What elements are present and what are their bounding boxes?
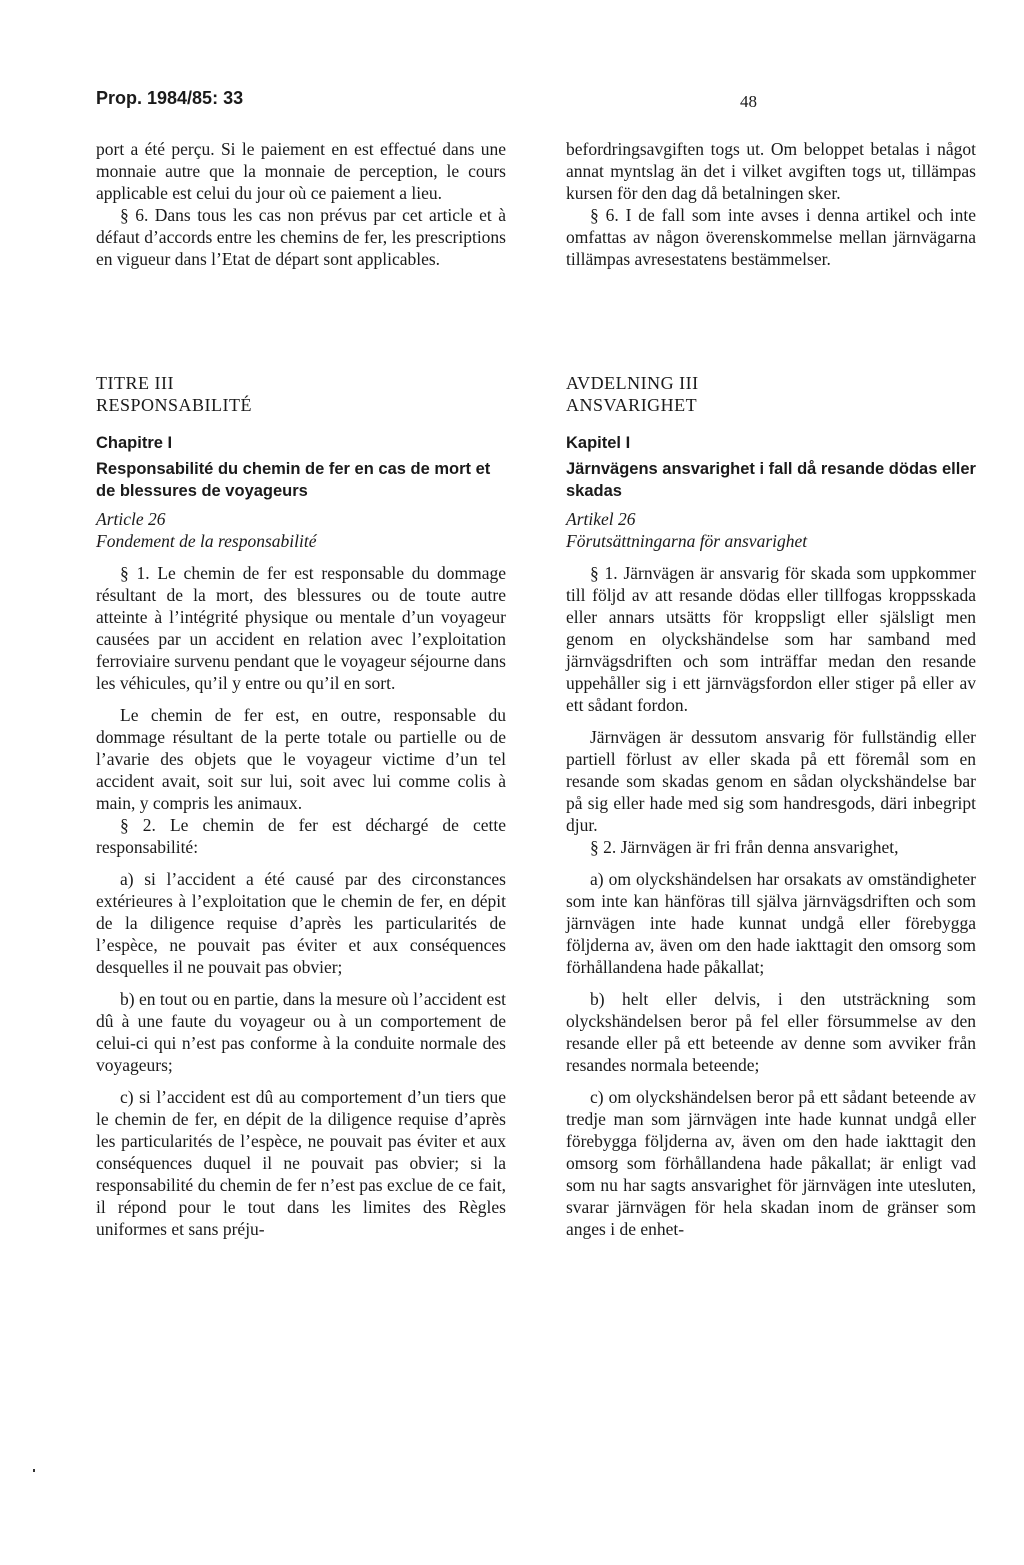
article-paragraph: § 2. Järnvägen är fri från denna ansvarighet,	[590, 837, 899, 857]
chapter-label: Chapitre I	[96, 434, 173, 452]
page-number: 48	[740, 92, 757, 111]
chapter-title: Responsabilité du chemin de fer en cas de mort et de blessures de voyageurs	[96, 460, 491, 500]
article-paragraph: a) si l’accident a été causé par des circonstances extérieures à l’exploitation que le chemin de fer, en dépit de la diligence requise d’après les particularités de l’espèce, ne pouvait pas éviter et aux conséquences desquelles il ne pouvait pas obvier;	[96, 869, 506, 977]
article-paragraph: Le chemin de fer est, en outre, responsable du dommage résultant de la perte totale ou partielle ou de l’avarie des objets que le voyageur victime d’un tel accident avait, soit sur lui, soit avec lui comme colis à main, y compris les animaux.	[96, 705, 506, 813]
french-column	[96, 372, 506, 1240]
swedish-top-paragraph: befordringsavgiften togs ut. Om beloppet betalas i något annat myntslag än det i vilket avgiften togs ut, tillämpas kursen för den dag då betalningen sker.	[566, 139, 976, 203]
title-number: TITRE III	[96, 373, 174, 393]
article-paragraph: Järnvägen är dessutom ansvarig för fullständig eller partiell förlust av eller skada på ett föremål som en resande som skadas genom en sådan olyckshändelse bar på sig eller hade med sig som handresgods, däri inbegript djur.	[566, 727, 976, 835]
article-paragraph: § 2. Le chemin de fer est déchargé de cette responsabilité:	[96, 815, 506, 857]
chapter-title: Järnvägens ansvarighet i fall då resande dödas eller skadas	[566, 460, 976, 500]
article-paragraph: c) om olyckshändelsen beror på ett sådant beteende av tredje man som järnvägen inte hade kunnat undgå eller förebygga följderna av, även om den hade iakttagit den omsorg som förhållandena hade påkallat; är enligt vad som nu har sagts ansvarighet för järnvägen inte utesluten, svarar järnvägen för hela skadan inom de gränser som anges i de enhet-	[566, 1087, 976, 1239]
article-label: Artikel 26	[566, 509, 636, 529]
french-top-block	[96, 138, 506, 270]
article-paragraph: b) en tout ou en partie, dans la mesure où l’accident est dû à une faute du voyageur ou à un comportement de celui-ci qui n’est pas conforme à la conduite normale des voyageurs;	[96, 989, 506, 1075]
swedish-top-paragraph: § 6. I de fall som inte avses i denna artikel och inte omfattas av någon överenskommelse mellan järnvägarna tillämpas avresestatens bestämmelser.	[566, 205, 976, 269]
article-title: Fondement de la responsabilité	[96, 531, 317, 551]
article-paragraph: § 1. Järnvägen är ansvarig för skada som uppkommer till följd av att resande dödas eller tillfogas kroppsskada eller annars utsätts för kroppsligt eller själsligt men genom en olyckshändelse som har samband med järnvägsdriften och som inträffar medan den resande uppehåller sig i ett järnvägsfordon eller stiger på eller av ett sådant fordon.	[566, 563, 976, 715]
title-number: AVDELNING III	[566, 373, 699, 393]
title-name: ANSVARIGHET	[566, 395, 698, 415]
document-reference: Prop. 1984/85: 33	[96, 88, 244, 108]
chapter-label: Kapitel I	[566, 434, 631, 452]
article-title: Förutsättningarna för ansvarighet	[566, 531, 808, 551]
scan-speck	[33, 1469, 35, 1472]
swedish-top-block	[566, 138, 976, 270]
article-paragraph: a) om olyckshändelsen har orsakats av omständigheter som inte kan hänföras till själva järnvägsdriften och som järnvägen inte hade kunnat undgå eller förebygga följderna av, även om den hade iakttagit den omsorg som förhållandena hade påkallat;	[566, 869, 976, 977]
french-top-paragraph: § 6. Dans tous les cas non prévus par cet article et à défaut d’accords entre les chemins de fer, les prescriptions en vigueur dans l’Etat de départ sont applicables.	[96, 205, 506, 269]
article-paragraph: § 1. Le chemin de fer est responsable du dommage résultant de la mort, des blessures ou de toute autre atteinte à l’intégrité physique ou mentale d’un voyageur causées par un accident en relation avec l’exploitation ferroviaire survenu pendant que le voyageur séjourne dans les véhicules, qu’il y entre ou qu’il en sort.	[96, 563, 506, 693]
title-name: RESPONSABILITÉ	[96, 395, 253, 415]
swedish-column	[566, 372, 976, 1240]
article-paragraph: c) si l’accident est dû au comportement d’un tiers que le chemin de fer, en dépit de la diligence requise d’après les particularités de l’espèce, ne pouvait pas éviter et aux conséquences duquel il ne pouvait pas obvier; si la responsabilité du chemin de fer n’est pas exclue de ce fait, il répond pour le tout dans les limites des Règles uniformes et sans préju-	[96, 1087, 506, 1239]
french-top-paragraph: port a été perçu. Si le paiement en est effectué dans une monnaie autre que la monnaie de perception, le cours applicable est celui du jour où ce paiement a lieu.	[96, 139, 506, 203]
article-label: Article 26	[96, 509, 166, 529]
article-paragraph: b) helt eller delvis, i den utsträckning som olyckshändelsen beror på fel eller försummelse av den resande eller på ett beteende av denne som avviker från resandes normala beteende;	[566, 989, 976, 1075]
